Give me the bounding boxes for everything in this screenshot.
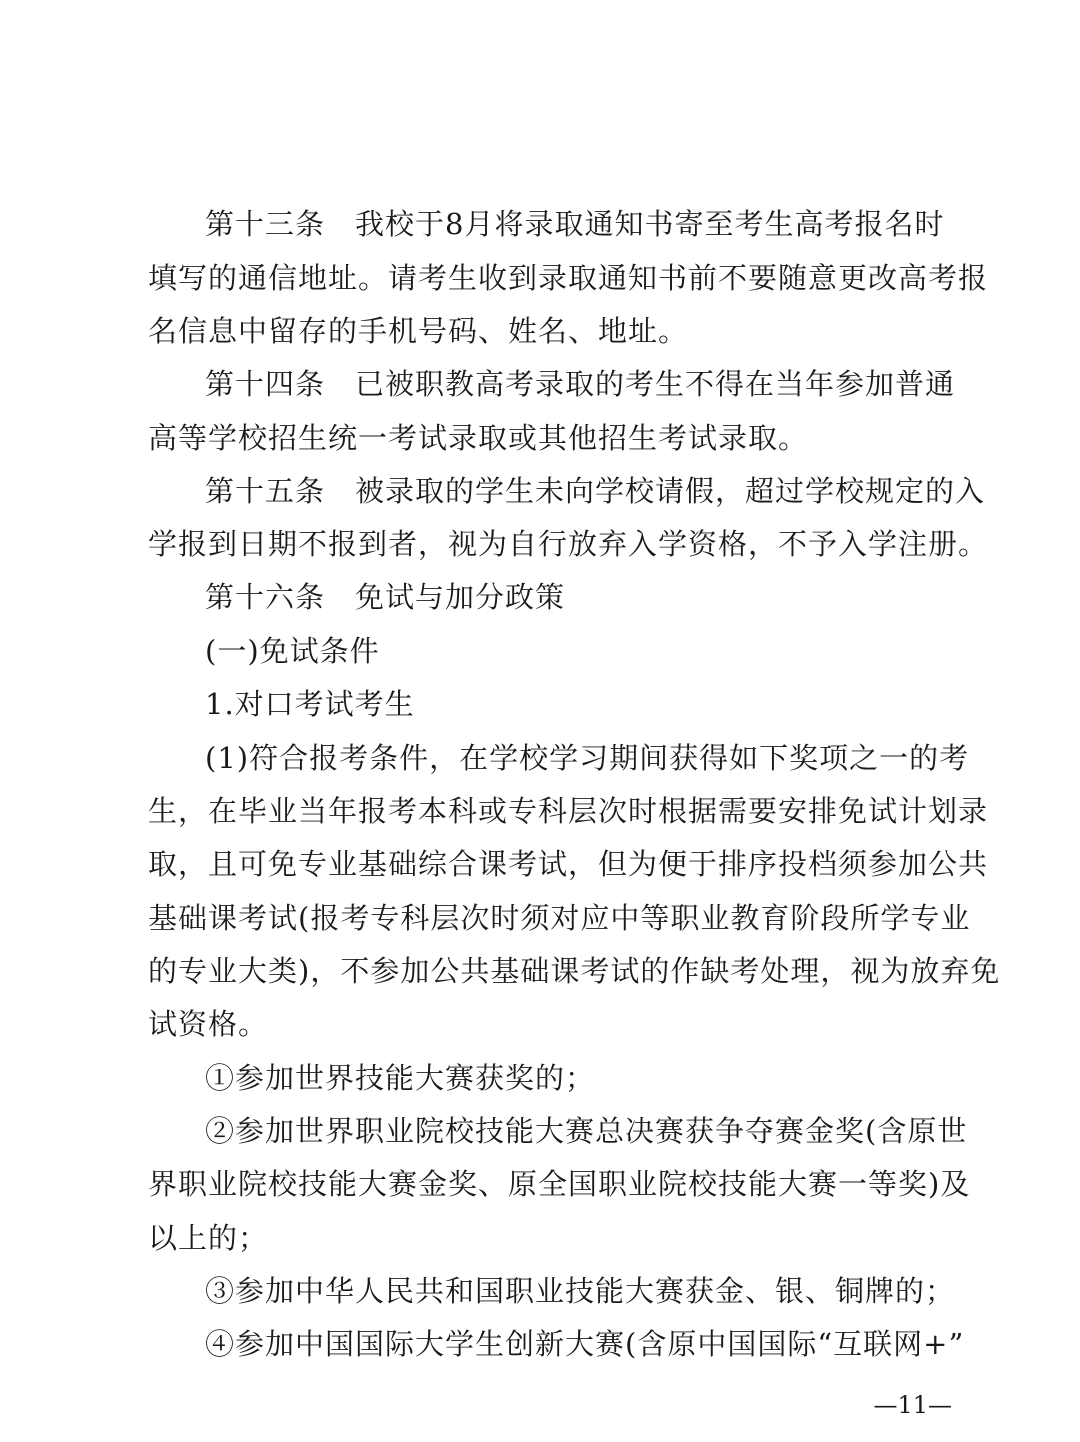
article-13-line-3: 名信息中留存的手机号码、姓名、地址。 bbox=[148, 314, 689, 348]
subsection-vocational-exam-candidates: 1.对口考试考生 bbox=[205, 687, 415, 721]
article-16-heading: 第十六条 免试与加分政策 bbox=[205, 580, 566, 614]
award-item-2-line-3: 以上的； bbox=[148, 1221, 269, 1255]
award-item-2-line-2: 界职业院校技能大赛金奖、原全国职业院校技能大赛一等奖)及 bbox=[148, 1167, 971, 1201]
article-15-line-2: 学报到日期不报到者，视为自行放弃入学资格，不予入学注册。 bbox=[148, 527, 989, 561]
article-14-line-1: 第十四条 已被职教高考录取的考生不得在当年参加普通 bbox=[205, 367, 956, 401]
item-1-line-2: 生，在毕业当年报考本科或专科层次时根据需要安排免试计划录 bbox=[148, 794, 989, 828]
award-item-4-line-1: ④参加中国国际大学生创新大赛(含原中国国际“互联网+” bbox=[205, 1327, 965, 1361]
award-item-2-line-1: ②参加世界职业院校技能大赛总决赛获争夺赛金奖(含原世 bbox=[205, 1114, 968, 1148]
award-item-3: ③参加中华人民共和国职业技能大赛获金、银、铜牌的； bbox=[205, 1274, 956, 1308]
item-1-line-5: 的专业大类)，不参加公共基础课考试的作缺考处理，视为放弃免 bbox=[148, 954, 1001, 988]
article-13-line-2: 填写的通信地址。请考生收到录取通知书前不要随意更改高考报 bbox=[148, 261, 989, 295]
item-1-line-4: 基础课考试(报考专科层次时须对应中等职业教育阶段所学专业 bbox=[148, 901, 971, 935]
award-item-1: ①参加世界技能大赛获奖的； bbox=[205, 1061, 596, 1095]
article-13-line-1: 第十三条 我校于8月将录取通知书寄至考生高考报名时 bbox=[205, 207, 945, 241]
section-exemption-conditions: (一)免试条件 bbox=[205, 634, 380, 668]
page-number: —11— bbox=[873, 1391, 952, 1419]
item-1-line-6: 试资格。 bbox=[148, 1007, 269, 1041]
article-15-line-1: 第十五条 被录取的学生未向学校请假，超过学校规定的入 bbox=[205, 474, 986, 508]
item-1-line-1: (1)符合报考条件，在学校学习期间获得如下奖项之一的考 bbox=[205, 741, 970, 775]
article-14-line-2: 高等学校招生统一考试录取或其他招生考试录取。 bbox=[148, 421, 809, 455]
item-1-line-3: 取，且可免专业基础综合课考试，但为便于排序投档须参加公共 bbox=[148, 847, 989, 881]
